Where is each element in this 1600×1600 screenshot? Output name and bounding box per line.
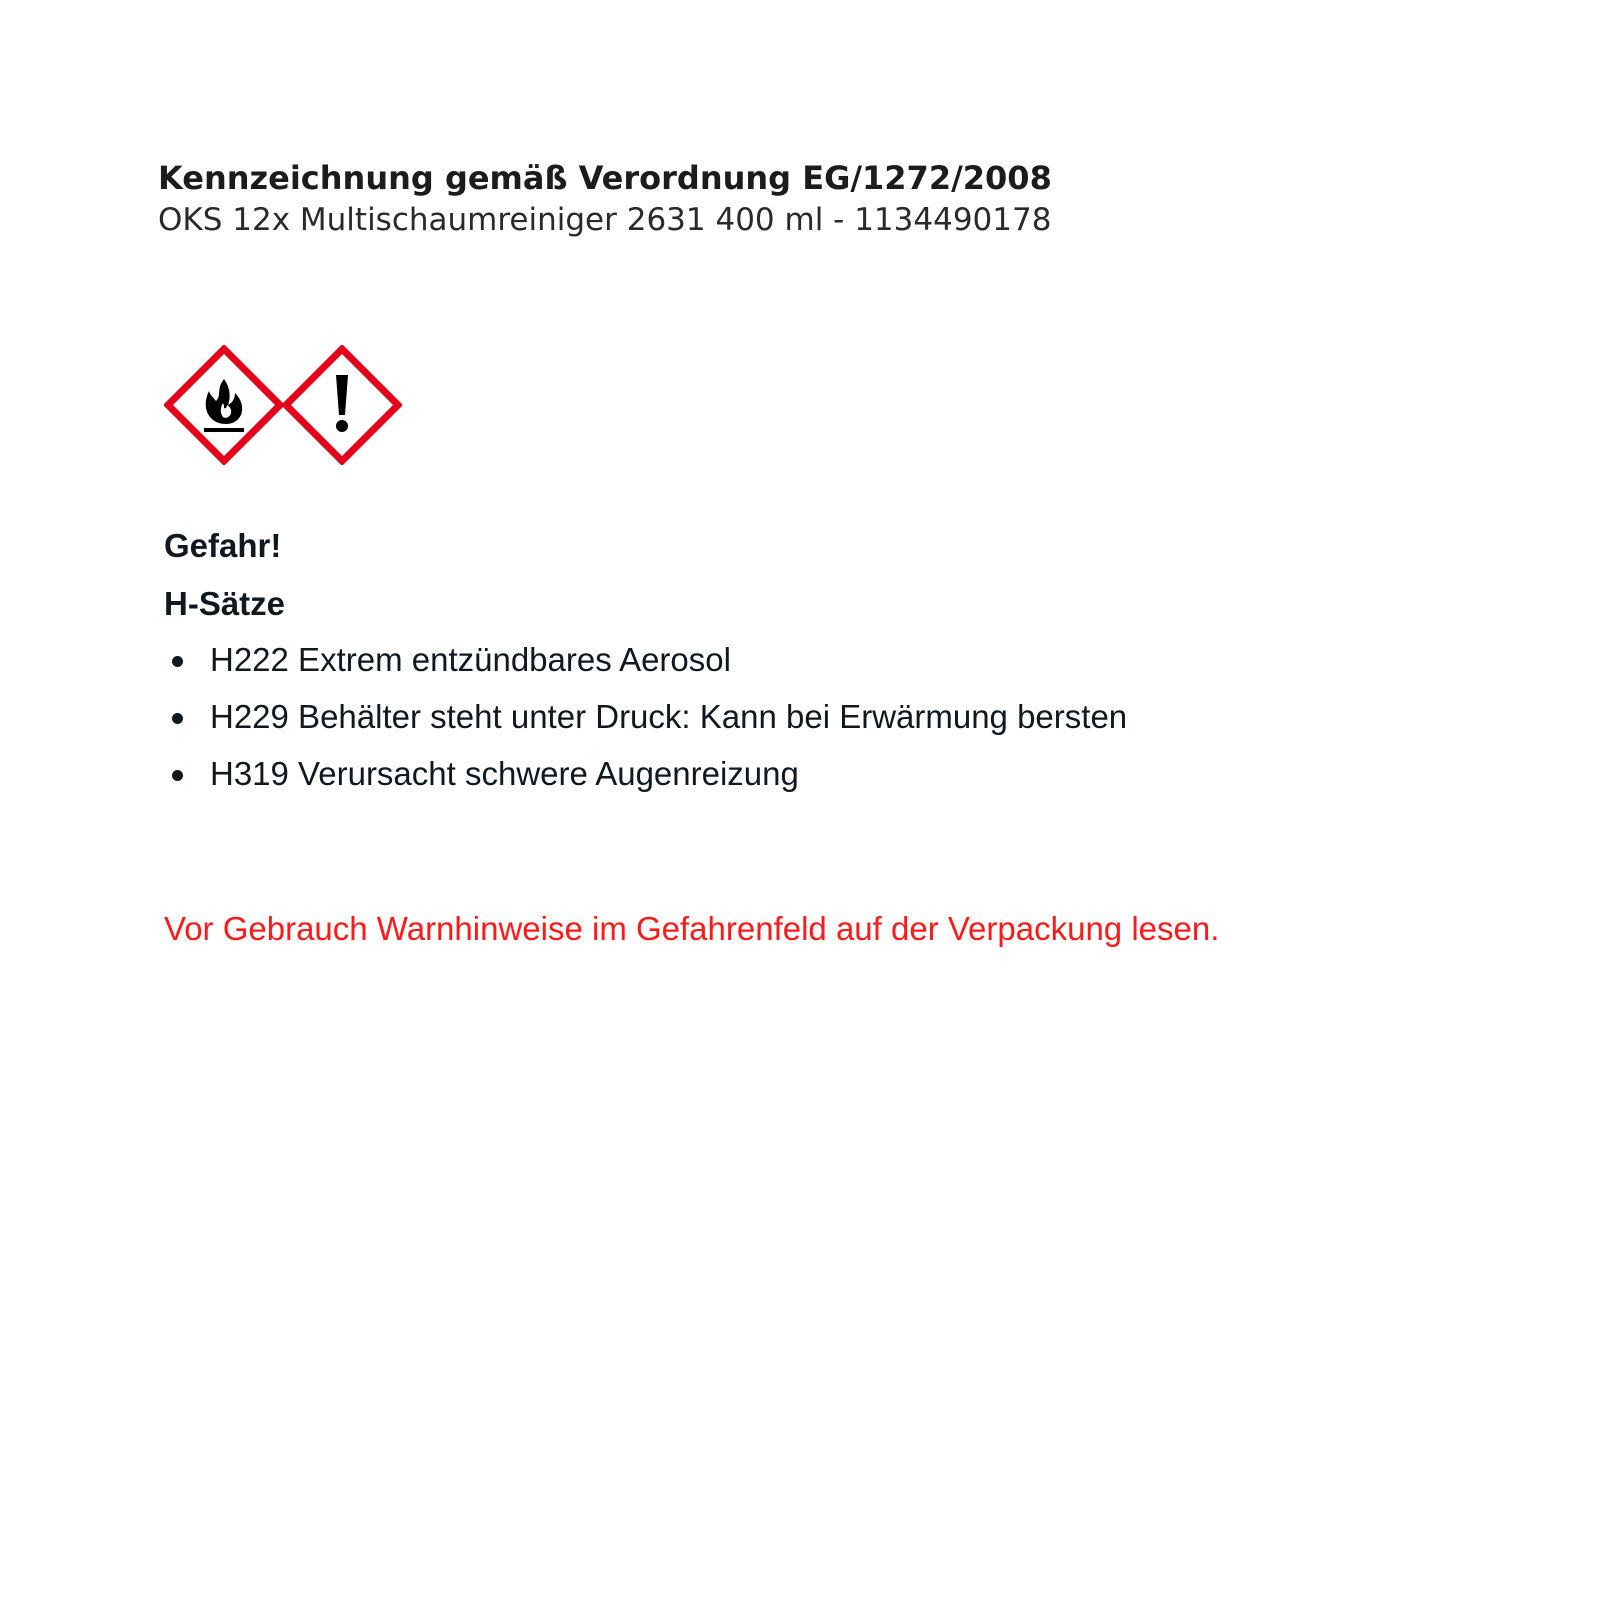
hazard-statement: H222 Extrem entzündbares Aerosol [210,641,731,678]
bullet-icon [172,770,183,781]
list-item [164,640,1127,697]
hazard-statements-list [164,640,1127,811]
product-name: OKS 12x Multischaumreiniger 2631 400 ml - 1134490178 [158,202,1052,238]
bullet-icon [172,656,183,667]
bullet-icon [172,713,183,724]
list-item [164,754,1127,811]
warning-note: Vor Gebrauch Warnhinweise im Gefahrenfeld auf der Verpackung lesen. [164,910,1220,947]
ghs-pictograms [164,345,404,465]
hazard-statements-title: H-Sätze [164,585,286,622]
hazard-statement: H319 Verursacht schwere Augenreizung [210,755,799,792]
hazard-statement: H229 Behälter steht unter Druck: Kann bei Erwärmung bersten [210,698,1128,735]
flame-icon [164,345,284,465]
page-title: Kennzeichnung gemäß Verordnung EG/1272/2008 [158,159,1052,197]
exclamation-mark-icon [282,345,402,465]
signal-word: Gefahr! [164,527,282,564]
list-item [164,697,1127,754]
